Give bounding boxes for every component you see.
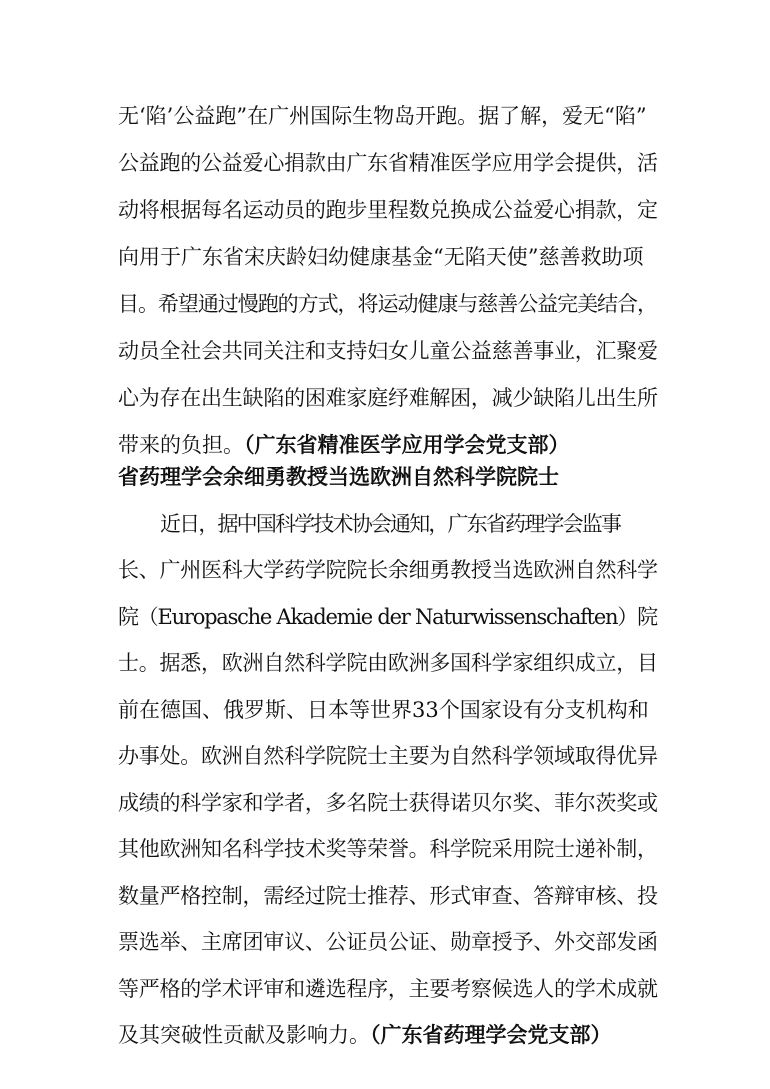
article2-source: （广东省药理学会党支部） [370,1023,612,1047]
article1-last-line [118,433,658,457]
article1-last-text: 带来的负担。 [118,433,244,457]
article2-last-text: 及其突破性贡献及影响力。 [118,1023,370,1047]
article1-line-5: 目。希望通过慢跑的方式，将运动健康与慈善公益完美结合， [118,292,657,316]
article1-source: （广东省精准医学应用学会党支部） [244,433,570,457]
article2-line-10: 票选举、主席团审议、公证员公证、勋章授予、外交部发函 [118,930,658,954]
article2-last-line [118,1023,658,1047]
article2-line-3: 院（Europasche Akademie der Naturwissenschaften）院 [118,605,657,629]
article2-line-6: 办事处。欧洲自然科学院院士主要为自然科学领域取得优异 [118,744,658,768]
article2-line-7: 成绩的科学家和学者，多名院士获得诺贝尔奖、菲尔茨奖或 [118,791,658,815]
article1-line-1: 无‘陷’公益跑”在广州国际生物岛开跑。据了解，爱无“陷” [118,104,647,128]
article2-line-1: 近日，据中国科学技术协会通知，广东省药理学会监事 [160,512,621,536]
article2-line-5: 前在德国、俄罗斯、日本等世界33个国家设有分支机构和 [118,698,649,722]
article1-line-6: 动员全社会共同关注和支持妇女儿童公益慈善事业，汇聚爱 [118,339,658,363]
article2-line-4: 士。据悉，欧洲自然科学院由欧洲多国科学家组织成立，目 [118,651,658,675]
article1-line-2: 公益跑的公益爱心捐款由广东省精准医学应用学会提供，活 [118,151,658,175]
article2-heading: 省药理学会余细勇教授当选欧洲自然科学院院士 [118,465,559,489]
article2-line-9: 数量严格控制，需经过院士推荐、形式审查、答辩审核、投 [118,884,658,908]
article1-line-7: 心为存在出生缺陷的困难家庭纾难解困，减少缺陷儿出生所 [118,386,658,410]
article2-line-11: 等严格的学术评审和遴选程序，主要考察候选人的学术成就 [118,977,658,1001]
article2-line-8: 其他欧洲知名科学技术奖等荣誉。科学院采用院士递补制， [118,837,658,861]
article1-line-4: 向用于广东省宋庆龄妇幼健康基金“无陷天使”慈善救助项 [118,245,644,269]
article2-line-2: 长、广州医科大学药学院院长余细勇教授当选欧洲自然科学 [118,558,658,582]
article1-line-3: 动将根据每名运动员的跑步里程数兑换成公益爱心捐款，定 [118,198,658,222]
